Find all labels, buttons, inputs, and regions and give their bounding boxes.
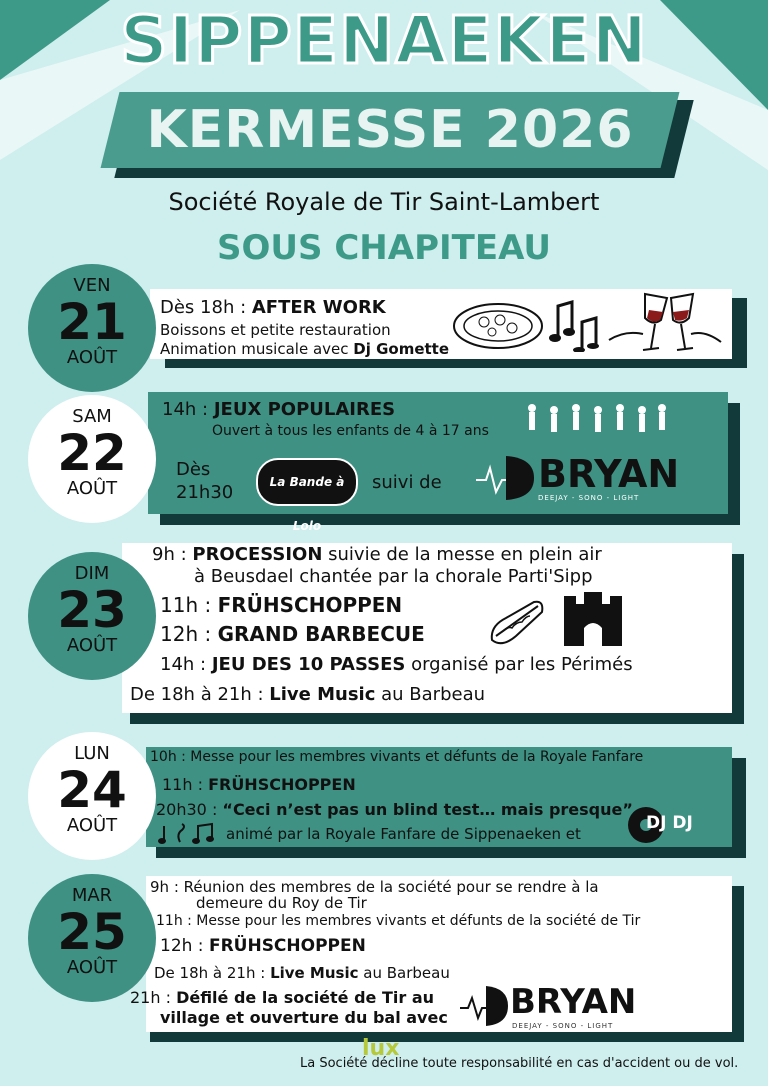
- month: AOÛT: [66, 478, 118, 499]
- day-number: 24: [57, 761, 127, 819]
- hotdog-icon: [486, 596, 548, 652]
- music-notes-small-icon: [158, 822, 218, 846]
- month: AOÛT: [66, 957, 118, 978]
- bryan-dj-mark-icon: [476, 450, 536, 506]
- day5-line7: village et ouverture du bal avec: [160, 1008, 448, 1027]
- day2-line4: 21h30: [176, 482, 234, 503]
- bryan-logo-text: BRYAN: [510, 982, 637, 1022]
- society-name: Société Royale de Tir Saint-Lambert: [168, 188, 600, 216]
- day-number: 22: [57, 424, 127, 482]
- day5-date-circle: [28, 874, 156, 1002]
- dj-dj-logo-text: DJ DJ: [646, 813, 693, 833]
- day5-line1: 9h : Réunion des membres de la société pour se rendre à la: [150, 878, 599, 896]
- food-plate-icon: [450, 296, 546, 352]
- day1-date-circle: [28, 264, 156, 392]
- day2-line3: Dès: [176, 459, 211, 480]
- kids-silhouettes-icon: [520, 400, 668, 446]
- day-name: MAR: [71, 885, 113, 906]
- day-name: SAM: [72, 406, 112, 427]
- bryan-logo-subtext: DEEJAY - SONO - LIGHT: [512, 1022, 614, 1030]
- disclaimer: La Société décline toute responsabilité en cas d'accident ou de vol.: [300, 1056, 739, 1071]
- dj-dj-logo: [626, 805, 706, 845]
- day3-line4: 12h : GRAND BARBECUE: [160, 622, 425, 646]
- day-name: VEN: [73, 275, 111, 296]
- page-title: SIPPENAEKEN: [120, 2, 648, 79]
- day1-line2: Boissons et petite restauration: [160, 321, 391, 339]
- day-number: 23: [57, 581, 127, 639]
- day1-line1: Dès 18h : AFTER WORK: [160, 297, 386, 318]
- day5-line2: demeure du Roy de Tir: [196, 894, 367, 912]
- day2-date-circle: [28, 395, 156, 523]
- day5-line3: 11h : Messe pour les membres vivants et défunts de la société de Tir: [156, 913, 641, 929]
- bryan-logo-subtext: DEEJAY - SONO - LIGHT: [538, 494, 640, 502]
- day4-line2: 11h : FRÜHSCHOPPEN: [162, 775, 356, 794]
- day4-line1: 10h : Messe pour les membres vivants et défunts de la Royale Fanfare: [150, 749, 644, 765]
- day5-line6: 21h : Défilé de la société de Tir au: [130, 988, 435, 1007]
- day-number: 21: [57, 293, 127, 351]
- day5-line5: De 18h à 21h : Live Music au Barbeau: [154, 964, 450, 982]
- month: AOÛT: [66, 815, 118, 836]
- wine-glasses-icon: [605, 290, 725, 356]
- banner: [110, 92, 670, 172]
- day3-line6: De 18h à 21h : Live Music au Barbeau: [130, 684, 486, 705]
- day-number: 25: [57, 903, 127, 961]
- banner-title: KERMESSE 2026: [146, 100, 634, 160]
- day3-line2: à Beusdael chantée par la chorale Parti'Sipp: [194, 566, 593, 587]
- subtitle: SOUS CHAPITEAU: [217, 228, 551, 268]
- bryan-logo-2: [460, 982, 637, 1034]
- day-name: DIM: [74, 563, 110, 584]
- lux-logo: lux: [362, 1036, 400, 1061]
- bryan-dj-mark-icon: [460, 982, 510, 1030]
- day3-line3: 11h : FRÜHSCHOPPEN: [160, 593, 403, 617]
- day4-line3: 20h30 : “Ceci n’est pas un blind test… mais presque”: [156, 800, 633, 819]
- month: AOÛT: [66, 635, 118, 656]
- bryan-logo-text: BRYAN: [538, 452, 680, 496]
- day2-line1: 14h : JEUX POPULAIRES: [162, 399, 396, 420]
- day1-line3: Animation musicale avec Dj Gomette: [160, 340, 450, 358]
- day-name: LUN: [74, 743, 110, 764]
- day3-line1: 9h : PROCESSION suivie de la messe en plein air: [152, 544, 602, 565]
- day4-date-circle: [28, 732, 156, 860]
- day3-date-circle: [28, 552, 156, 680]
- bryan-logo-1: [476, 450, 680, 506]
- bouncy-castle-icon: [562, 588, 624, 650]
- day4-line4: animé par la Royale Fanfare de Sippenaeken et: [226, 825, 581, 843]
- day5-line4: 12h : FRÜHSCHOPPEN: [160, 936, 366, 956]
- music-notes-icon: [548, 298, 600, 352]
- day2-line2: Ouvert à tous les enfants de 4 à 17 ans: [212, 423, 489, 439]
- la-bande-a-lolo-logo: La Bande à Lolo: [256, 458, 358, 506]
- day2-line5: suivi de: [372, 472, 442, 493]
- month: AOÛT: [66, 347, 118, 368]
- day3-line5: 14h : JEU DES 10 PASSES organisé par les Périmés: [160, 654, 633, 675]
